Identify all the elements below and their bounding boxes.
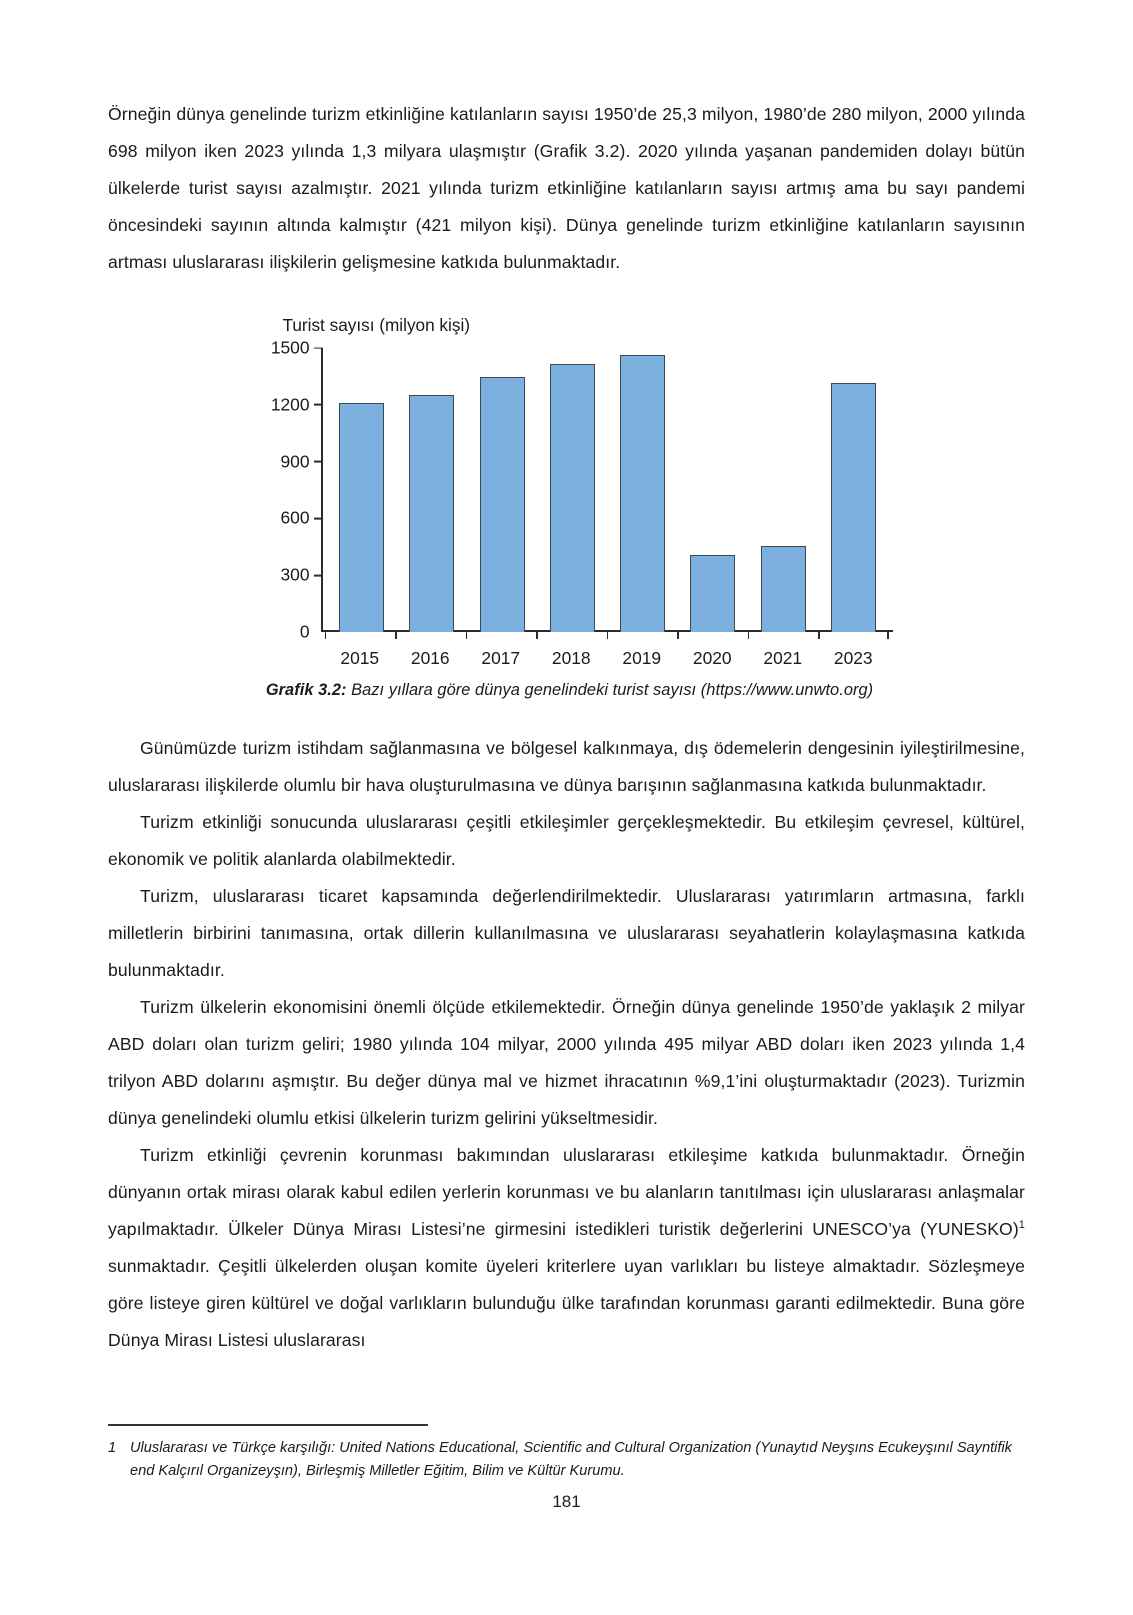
bar-slot	[397, 348, 467, 632]
page-number: 181	[552, 1492, 581, 1511]
y-tick-600	[280, 508, 322, 529]
figure-caption	[253, 681, 887, 700]
paragraph-intro: Örneğin dünya genelinde turizm etkinliğine katılanların sayısı 1950’de 25,3 milyon, 1980’de 280 milyon, 2000 yılında 698 milyon iken 2023 yılında 1,3 milyara ulaşmıştır (Grafik 3.2). 2020 yılında yaşanan pandemiden dolayı bütün ülkelerde turist sayısı azalmıştır. 2021 yılında turizm etkinliğine katılanların sayısı artmış ama bu sayı pandemi öncesindeki sayının altında kalmıştır (421 milyon kişi). Dünya genelinde turizm etkinliğine katılanların sayısının artması uluslararası ilişkilerin gelişmesine katkıda bulunmaktadır.	[108, 104, 1025, 272]
y-tick-mark	[314, 404, 323, 406]
y-tick-mark	[314, 461, 323, 463]
x-axis-label-2021: 2021	[763, 648, 803, 668]
paragraph-5	[108, 1137, 1025, 1359]
bar-slot	[608, 348, 678, 632]
y-tick-900	[280, 451, 322, 472]
footnote-separator	[108, 1424, 428, 1426]
y-tick-300	[280, 565, 322, 586]
bar-2016	[409, 395, 454, 632]
bar-2017	[480, 377, 525, 632]
chart-plot-area	[270, 337, 887, 642]
bar-chart	[247, 315, 887, 700]
y-tick-mark	[314, 518, 323, 520]
bar-slot	[327, 348, 397, 632]
footnote-marker: 1	[1018, 1219, 1025, 1232]
x-axis-labels	[321, 639, 893, 669]
bar-2015	[339, 403, 384, 632]
y-tick-label: 300	[280, 564, 310, 585]
x-axis-label-2023: 2023	[833, 648, 873, 668]
bar-2023	[831, 383, 876, 632]
footnote-number: 1	[108, 1439, 117, 1456]
bar-slot	[537, 348, 607, 632]
bar-2019	[620, 355, 665, 632]
chart-title: Turist sayısı (milyon kişi)	[282, 315, 470, 335]
y-tick-1200	[271, 394, 323, 415]
figure-caption-label: Grafik 3.2:	[265, 681, 347, 699]
y-tick-mark	[314, 574, 323, 576]
paragraph-3: Turizm, uluslararası ticaret kapsamında değerlendirilmektedir. Uluslararası yatırımların artmasına, farklı milletlerin birbirini tanımasına, ortak dillerin kullanılmasına ve uluslararası seyahatlerin kolaylaşmasına katkıda bulunmaktadır.	[108, 886, 1025, 980]
paragraph-5-part-a: Turizm etkinliği çevrenin korunması bakımından uluslararası etkileşime katkıda bulunmaktadır. Örneğin dünyanın ortak mirası olarak kabul edilen yerlerin korunması ve bu alanların tanıtılması için uluslararası anlaşmalar yapılmaktadır. Ülkeler Dünya Mirası Listesi’ne girmesini istedikleri turistik değerlerini UNESCO’ya (YUNESKO)	[108, 1145, 1025, 1239]
x-axis-label-2015: 2015	[340, 648, 380, 668]
x-tick-mark	[325, 632, 396, 639]
x-tick-mark	[395, 632, 466, 639]
figure-caption-text: Bazı yıllara göre dünya genelindeki turist sayısı (https://www.unwto.org)	[346, 681, 874, 699]
x-tick-mark	[748, 632, 819, 639]
bar-slot	[748, 348, 818, 632]
y-tick-1500	[271, 338, 323, 359]
y-tick-mark	[314, 347, 323, 349]
paragraph-1: Günümüzde turizm istihdam sağlanmasına ve bölgesel kalkınmaya, dış ödemelerin dengesinin iyileştirilmesine, uluslararası ilişkilerde olumlu bir hava oluşturulmasına ve dünya barışının sağlanmasına katkıda bulunmaktadır.	[108, 738, 1025, 795]
x-axis-label-2018: 2018	[551, 648, 591, 668]
y-tick-label: 1500	[270, 337, 310, 358]
y-tick-label: 900	[280, 451, 310, 472]
bar-slot	[467, 348, 537, 632]
paragraph-5-part-b: sunmaktadır. Çeşitli ülkelerden oluşan komite üyeleri kriterlere uyan varlıkları bu listeye almaktadır. Sözleşmeye göre listeye giren kültürel ve doğal varlıkların bulunduğu ülke tarafından korunması garanti edilmektedir. Buna göre Dünya Mirası Listesi uluslararası	[108, 1256, 1025, 1350]
bar-2018	[550, 364, 595, 632]
footnote-zone	[108, 1424, 1025, 1483]
chart-bars	[323, 348, 893, 632]
x-tick-mark	[818, 632, 889, 639]
footnote-text: Uluslararası ve Türkçe karşılığı: United Nations Educational, Scientific and Cultural Organization (Yunaytıd Neyşıns Ecukeyşınıl Sayntifik end Kalçırıl Organizeyşın), Birleşmiş Milletler Eğitim, Bilim ve Kültür Kurumu.	[130, 1439, 1012, 1479]
x-axis-label-2020: 2020	[692, 648, 732, 668]
x-tick-mark	[466, 632, 537, 639]
x-tick-mark	[677, 632, 748, 639]
y-tick-0	[300, 622, 323, 643]
x-tick-mark	[607, 632, 678, 639]
paragraph-2: Turizm etkinliği sonucunda uluslararası çeşitli etkileşimler gerçekleşmektedir. Bu etkileşim çevresel, kültürel, ekonomik ve politik alanlarda olabilmektedir.	[108, 812, 1025, 869]
y-tick-label: 1200	[270, 394, 310, 415]
bar-2020	[690, 555, 735, 632]
y-tick-label: 600	[280, 507, 310, 528]
y-tick-label: 0	[299, 621, 310, 642]
x-axis-label-2019: 2019	[622, 648, 662, 668]
paragraph-4: Turizm ülkelerin ekonomisini önemli ölçüde etkilemektedir. Örneğin dünya genelinde 1950’de yaklaşık 2 milyar ABD doları olan turizm geliri; 1980 yılında 104 milyar, 2000 yılında 495 milyar ABD doları iken 2023 yılında 1,4 trilyon ABD dolarını aşmıştır. Bu değer dünya mal ve hizmet ihracatının %9,1’ini oluşturmaktadır (2023). Turizmin dünya genelindeki olumlu etkisi ülkelerin turizm gelirini yükseltmesidir.	[108, 997, 1025, 1128]
bar-slot	[678, 348, 748, 632]
x-tick-mark	[536, 632, 607, 639]
bar-slot	[818, 348, 888, 632]
bar-2021	[761, 546, 806, 632]
x-axis-label-2016: 2016	[410, 648, 450, 668]
footnote	[108, 1437, 1025, 1483]
x-axis-label-2017: 2017	[481, 648, 521, 668]
x-tick-marks	[321, 632, 893, 639]
figure-grafik-3-2	[108, 315, 1025, 700]
